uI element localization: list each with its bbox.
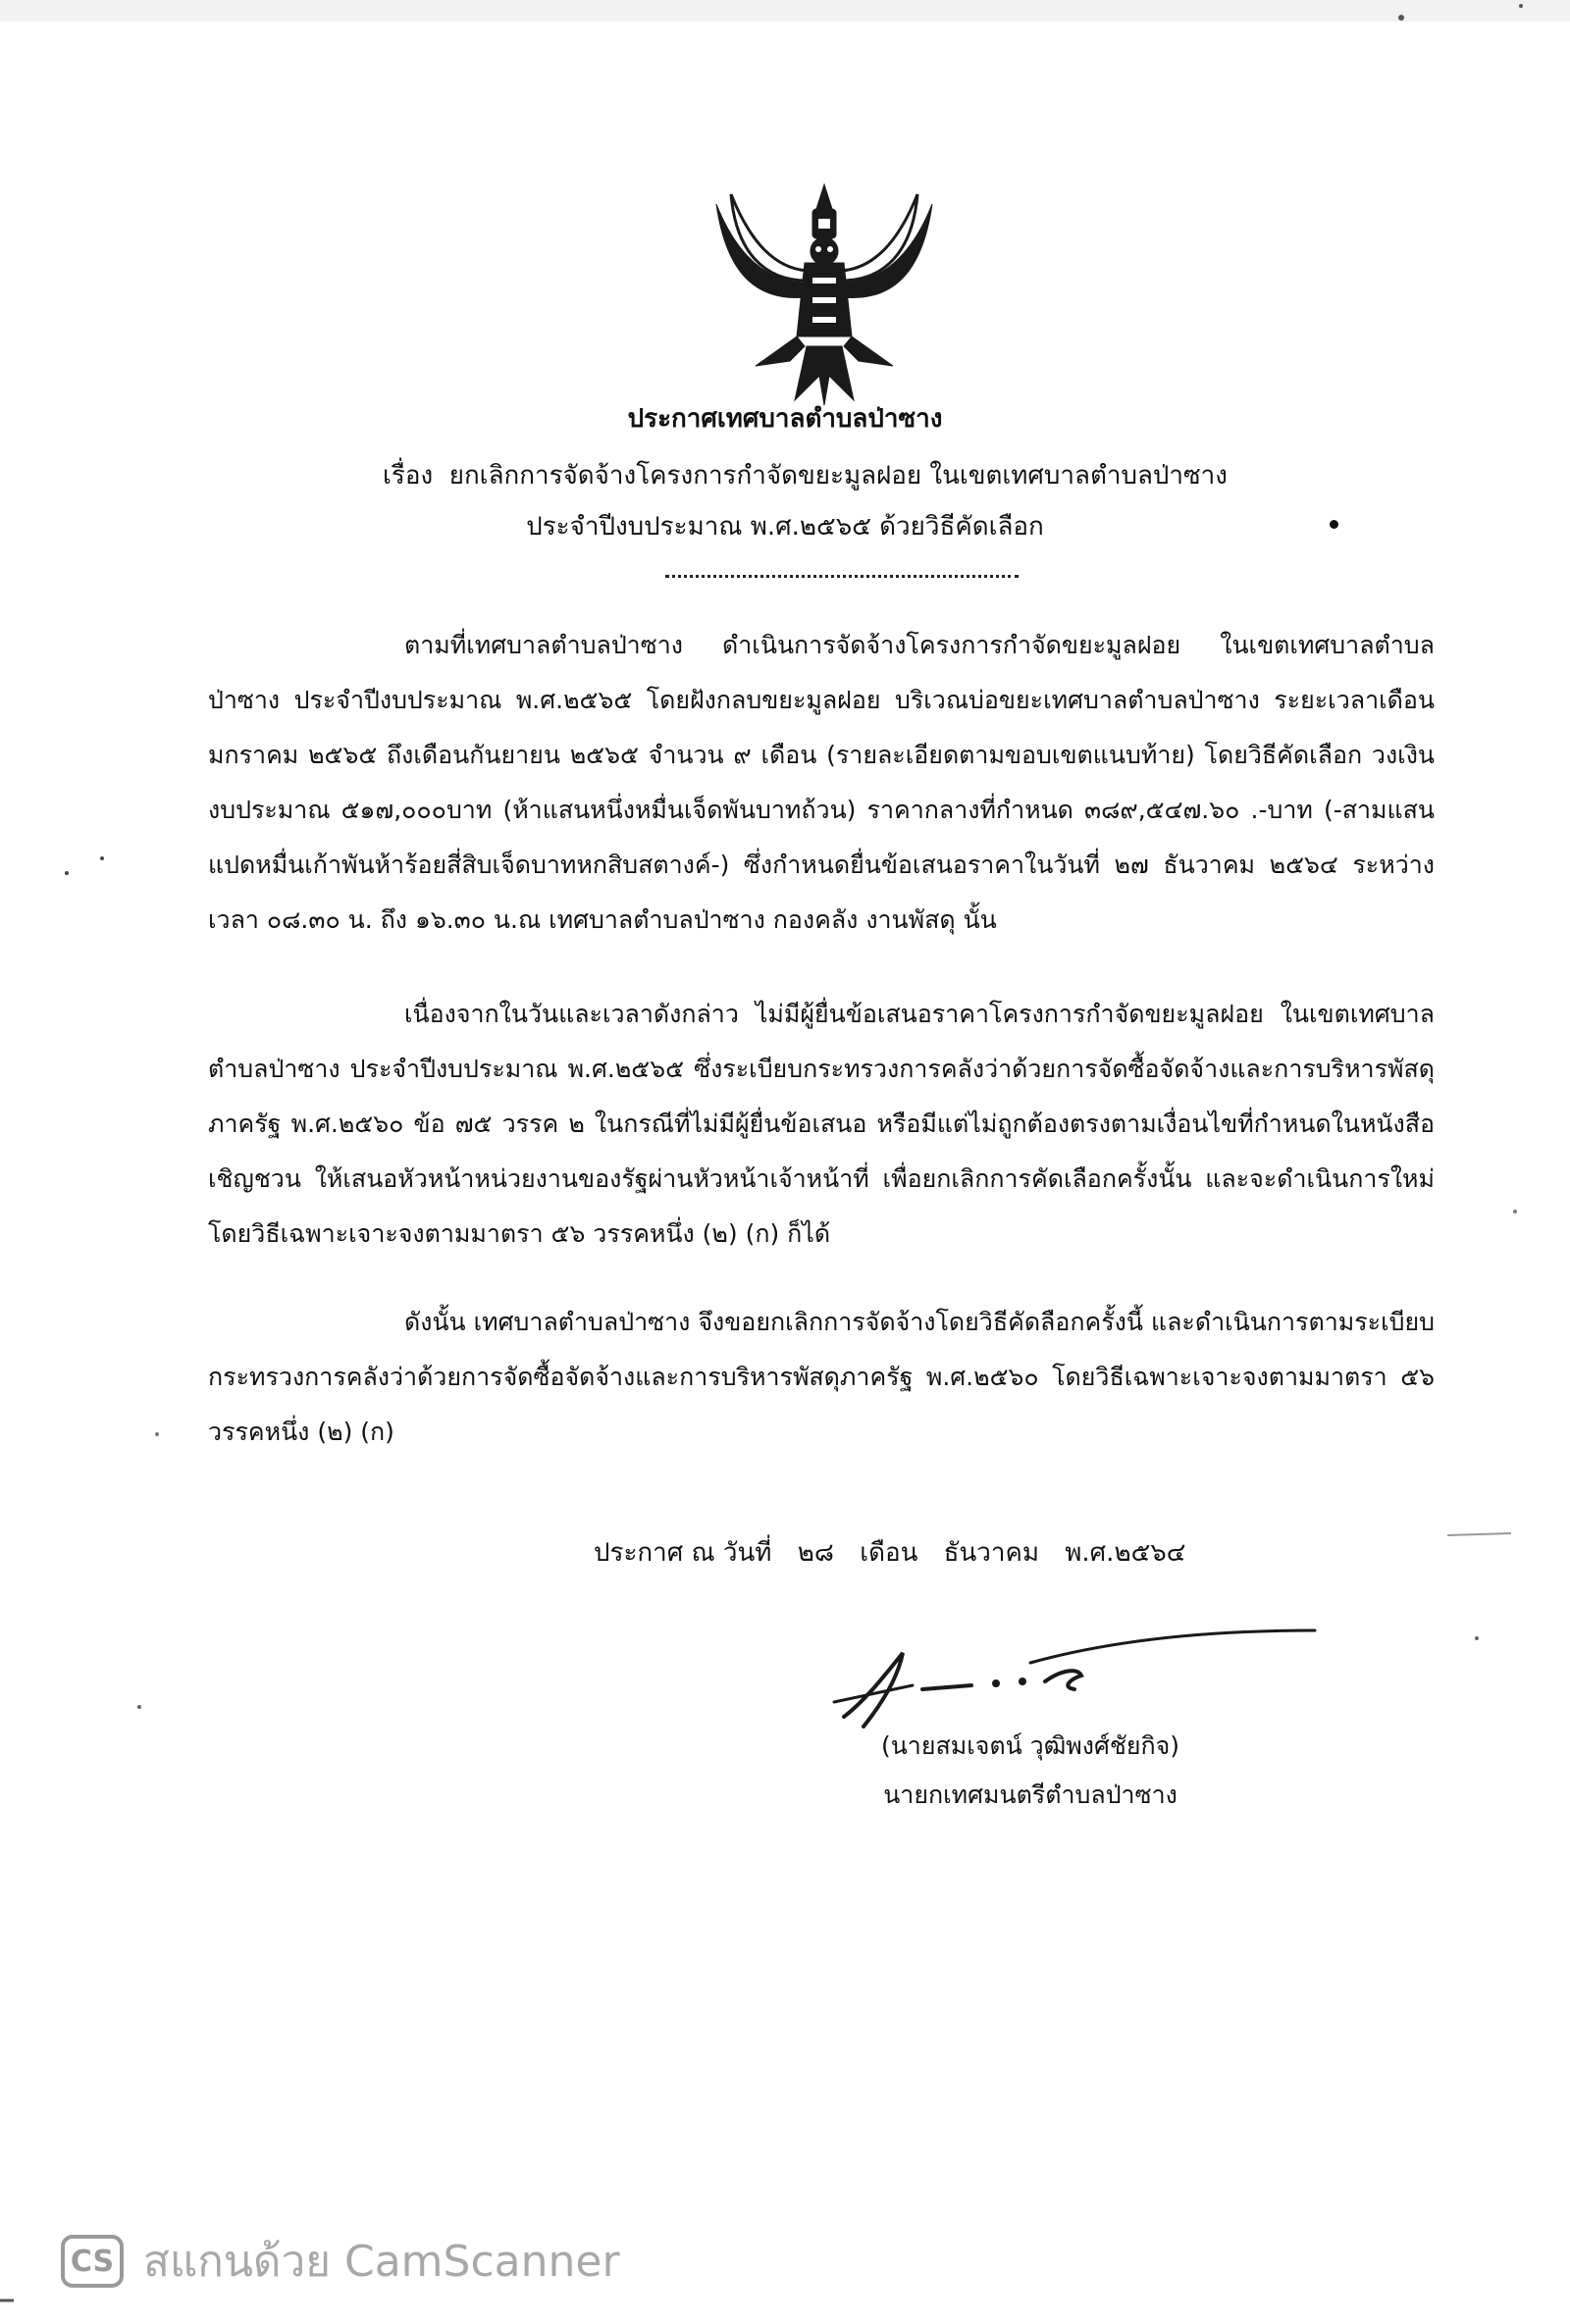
garuda-emblem: [697, 165, 952, 410]
paragraph-3: [208, 1295, 1435, 1460]
paragraph-3-text: ดังนั้น เทศบาลตำบลป่าซาง จึงขอยกเลิกการจัดจ้างโดยวิธีคัดลือกครั้งนี้ และดำเนินการตามระเบียบกระทรวงการคลังว่าด้วยการจัดซื้อจัดจ้างและการบริหารพัสดุภาครัฐ พ.ศ.๒๕๖๐ โดยวิธีเฉพาะเจาะจงตามมาตรา ๕๖ วรรคหนึ่ง (๒) (ก): [208, 1308, 1435, 1446]
stray-dot: [1330, 520, 1338, 529]
subject-line-2: ประจำปีงบประมาณ พ.ศ.๒๕๖๕ ด้วยวิธีคัดเลือก: [526, 512, 1044, 542]
announcement-title: ประกาศเทศบาลตำบลป่าซาง: [627, 404, 943, 434]
date-month: ธันวาคม: [943, 1538, 1039, 1568]
camscanner-watermark: [61, 2227, 620, 2296]
paragraph-2: [208, 987, 1435, 1262]
signer-position: นายกเทศมนตรีตำบลป่าซาง: [883, 1781, 1178, 1809]
date-day: ๒๘: [797, 1538, 834, 1568]
announcement-date: [594, 1532, 1203, 1573]
camscanner-text: สแกนด้วย CamScanner: [143, 2237, 620, 2287]
subject-prefix: เรื่อง: [383, 461, 434, 491]
dotted-divider: [665, 575, 1019, 578]
subject-text: ยกเลิกการจัดจ้างโครงการกำจัดขยะมูลฝอย ในเขตเทศบาลตำบลป่าซาง: [448, 461, 1228, 491]
date-year: พ.ศ.๒๕๖๔: [1065, 1538, 1186, 1568]
handwritten-signature: [805, 1609, 1334, 1746]
date-prefix: ประกาศ ณ วันที่: [594, 1538, 772, 1568]
subject-line: [383, 457, 1228, 494]
signer-name: (นายสมเจตน์ วุฒิพงศ์ชัยกิจ): [880, 1731, 1180, 1760]
paragraph-2-text: เนื่องจากในวันและเวลาดังกล่าว ไม่มีผู้ยื่นข้อเสนอราคาโครงการกำจัดขยะมูลฝอย ในเขตเทศบาลตำบลป่าซาง ประจำปีงบประมาณ พ.ศ.๒๕๖๕ ซึ่งระเบียบกระทรวงการคลังว่าด้วยการจัดซื้อจัดจ้างและการบริหารพัสดุภาครัฐ พ.ศ.๒๕๖๐ ข้อ ๗๕ วรรค ๒ ในกรณีที่ไม่มีผู้ยื่นข้อเสนอ หรือมีแต่ไม่ถูกต้องตรงตามเงื่อนไขที่กำหนดในหนังสือเชิญชวน ให้เสนอหัวหน้าหน่วยงานของรัฐผ่านหัวหน้าเจ้าหน้าที่ เพื่อยกเลิกการคัดเลือกครั้งนั้น และจะดำเนินการใหม่ โดยวิธีเฉพาะเจาะจงตามมาตรา ๕๖ วรรคหนึ่ง (๒) (ก) ก็ได้: [208, 1000, 1435, 1248]
paragraph-1: [208, 618, 1435, 948]
date-month-label: เดือน: [860, 1538, 918, 1568]
paragraph-1-text: ตามที่เทศบาลตำบลป่าซาง ดำเนินการจัดจ้างโครงการกำจัดขยะมูลฝอย ในเขตเทศบาลตำบลป่าซาง ประจำปีงบประมาณ พ.ศ.๒๕๖๕ โดยฝังกลบขยะมูลฝอย บริเวณบ่อขยะเทศบาลตำบลป่าซาง ระยะเวลาเดือนมกราคม ๒๕๖๕ ถึงเดือนกันยายน ๒๕๖๕ จำนวน ๙ เดือน (รายละเอียดตามขอบเขตแนบท้าย) โดยวิธีคัดเลือก วงเงินงบประมาณ ๕๑๗,๐๐๐บาท (ห้าแสนหนึ่งหมื่นเจ็ดพันบาทถ้วน) ราคากลางที่กำหนด ๓๘๙,๕๔๗.๖๐ .-บาท (-สามแสนแปดหมื่นเก้าพันห้าร้อยสี่สิบเจ็ดบาทหกสิบสตางค์-) ซึ่งกำหนดยื่นข้อเสนอราคาในวันที่ ๒๗ ธันวาคม ๒๕๖๔ ระหว่างเวลา ๐๘.๓๐ น. ถึง ๑๖.๓๐ น.ณ เทศบาลตำบลป่าซาง กองคลัง งานพัสดุ นั้น: [208, 631, 1435, 934]
camscanner-logo-icon: CS: [61, 2235, 124, 2288]
